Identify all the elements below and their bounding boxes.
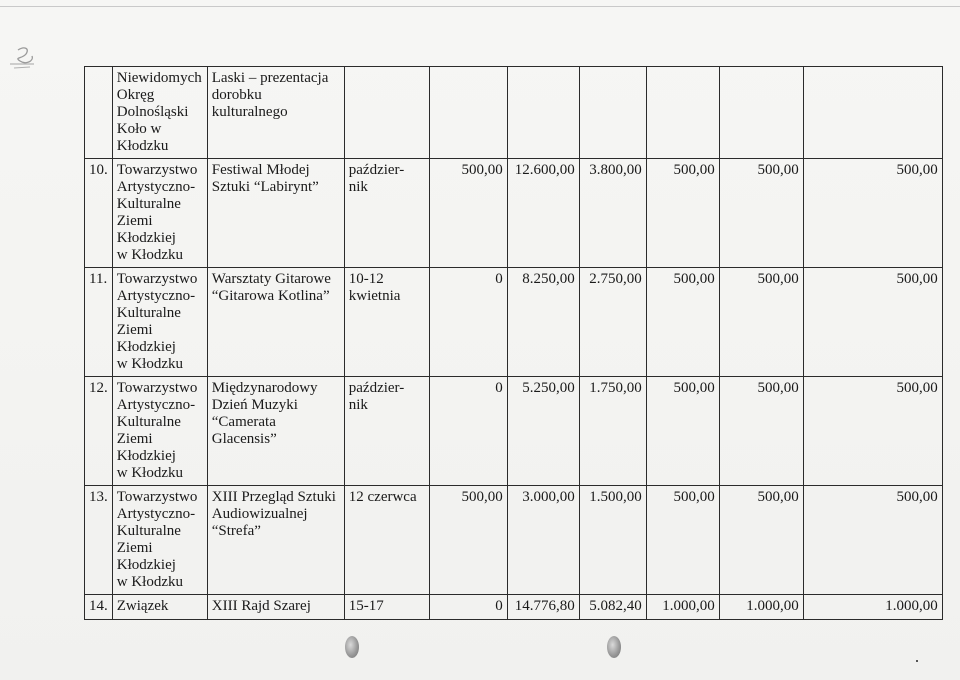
amount-col-1: 0	[429, 268, 507, 377]
amount-col-6: 500,00	[803, 486, 942, 595]
amount-col-1: 0	[429, 377, 507, 486]
amount-col-2: 3.000,00	[507, 486, 579, 595]
amount-col-3: 1.750,00	[579, 377, 646, 486]
task-date: 15-17	[344, 595, 429, 620]
funding-table	[84, 66, 943, 620]
table-row	[85, 268, 943, 377]
amount-col-4: 1.000,00	[646, 595, 719, 620]
amount-col-3	[579, 67, 646, 159]
task-name: Warsztaty Gitarowe “Gitarowa Kotlina”	[207, 268, 344, 377]
funding-table-body	[85, 67, 943, 620]
amount-col-6: 500,00	[803, 377, 942, 486]
task-name: XIII Przegląd Sztuki Audiowizualnej “Strefa”	[207, 486, 344, 595]
row-number	[85, 67, 113, 159]
amount-col-1: 0	[429, 595, 507, 620]
row-number: 13.	[85, 486, 113, 595]
amount-col-4	[646, 67, 719, 159]
table-row	[85, 159, 943, 268]
amount-col-4: 500,00	[646, 268, 719, 377]
table-row	[85, 595, 943, 620]
organization-name: Towarzystwo Artystyczno- Kulturalne Ziemi Kłodzkiej w Kłodzku	[112, 268, 207, 377]
amount-col-5: 500,00	[719, 159, 803, 268]
row-number: 11.	[85, 268, 113, 377]
organization-name: Związek	[112, 595, 207, 620]
task-name: Międzynarodowy Dzień Muzyki “Camerata Glacensis”	[207, 377, 344, 486]
task-date: 10-12 kwietnia	[344, 268, 429, 377]
amount-col-3: 3.800,00	[579, 159, 646, 268]
amount-col-2	[507, 67, 579, 159]
amount-col-5: 500,00	[719, 486, 803, 595]
amount-col-2: 8.250,00	[507, 268, 579, 377]
punch-hole-left	[345, 636, 359, 658]
amount-col-6: 1.000,00	[803, 595, 942, 620]
amount-col-2: 5.250,00	[507, 377, 579, 486]
organization-name: Niewidomych Okręg Dolnośląski Koło w Kłodzku	[112, 67, 207, 159]
organization-name: Towarzystwo Artystyczno- Kulturalne Ziemi Kłodzkiej w Kłodzku	[112, 159, 207, 268]
amount-col-5: 500,00	[719, 377, 803, 486]
amount-col-5: 1.000,00	[719, 595, 803, 620]
row-number: 14.	[85, 595, 113, 620]
amount-col-1	[429, 67, 507, 159]
amount-col-2: 14.776,80	[507, 595, 579, 620]
amount-col-3: 2.750,00	[579, 268, 646, 377]
scan-speck	[916, 660, 918, 662]
amount-col-4: 500,00	[646, 159, 719, 268]
table-row	[85, 486, 943, 595]
organization-name: Towarzystwo Artystyczno- Kulturalne Ziemi Kłodzkiej w Kłodzku	[112, 377, 207, 486]
amount-col-2: 12.600,00	[507, 159, 579, 268]
task-date: paździer- nik	[344, 377, 429, 486]
row-number: 12.	[85, 377, 113, 486]
amount-col-3: 5.082,40	[579, 595, 646, 620]
task-date	[344, 67, 429, 159]
amount-col-1: 500,00	[429, 159, 507, 268]
punch-hole-right	[607, 636, 621, 658]
organization-name: Towarzystwo Artystyczno- Kulturalne Ziemi Kłodzkiej w Kłodzku	[112, 486, 207, 595]
task-name: XIII Rajd Szarej	[207, 595, 344, 620]
table-row	[85, 377, 943, 486]
amount-col-6: 500,00	[803, 159, 942, 268]
task-name: Laski – prezentacja dorobku kulturalnego	[207, 67, 344, 159]
amount-col-4: 500,00	[646, 486, 719, 595]
task-date: 12 czerwca	[344, 486, 429, 595]
table-row	[85, 67, 943, 159]
amount-col-6: 500,00	[803, 268, 942, 377]
handwritten-margin-mark-icon	[4, 44, 40, 72]
amount-col-5: 500,00	[719, 268, 803, 377]
task-name: Festiwal Młodej Sztuki “Labirynt”	[207, 159, 344, 268]
amount-col-1: 500,00	[429, 486, 507, 595]
row-number: 10.	[85, 159, 113, 268]
task-date: paździer- nik	[344, 159, 429, 268]
page-top-edge	[0, 6, 960, 7]
amount-col-3: 1.500,00	[579, 486, 646, 595]
amount-col-6	[803, 67, 942, 159]
amount-col-4: 500,00	[646, 377, 719, 486]
amount-col-5	[719, 67, 803, 159]
